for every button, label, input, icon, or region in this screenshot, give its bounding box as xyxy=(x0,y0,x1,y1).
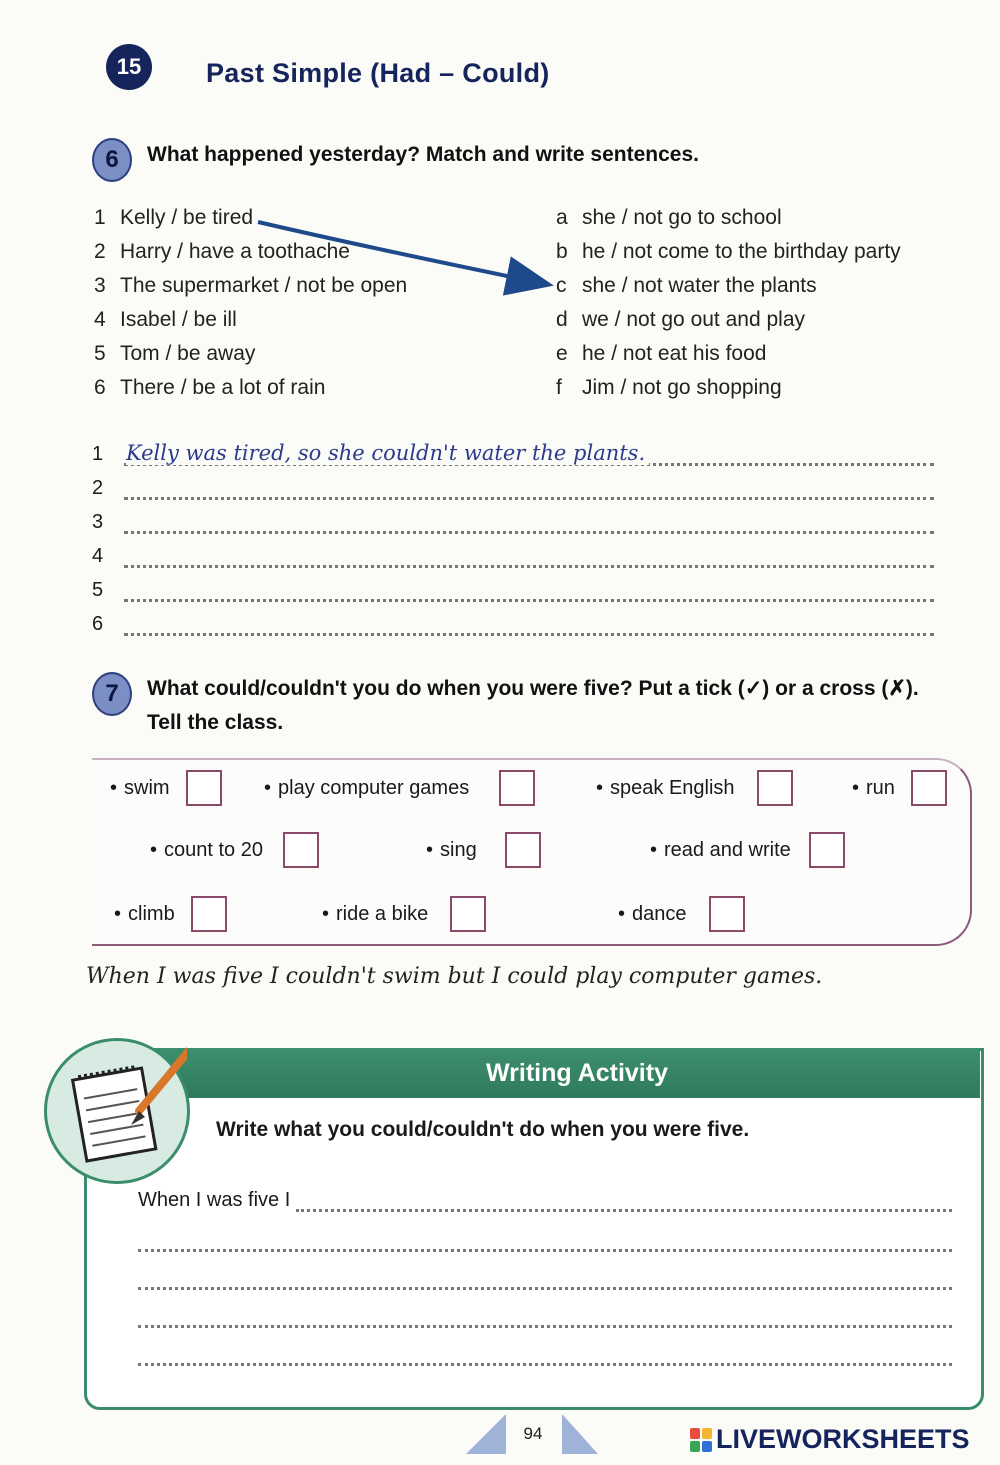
tick-box[interactable] xyxy=(505,832,541,868)
writing-line[interactable] xyxy=(138,1340,952,1366)
page-corner-left xyxy=(466,1414,506,1454)
answer-line[interactable]: 2 xyxy=(92,474,934,500)
tick-box[interactable] xyxy=(911,770,947,806)
activity-count-to-20: • count to 20 xyxy=(150,832,319,868)
match-left-item: 3 The supermarket / not be open xyxy=(94,274,408,297)
exercise-6-badge: 6 xyxy=(92,138,132,182)
match-left-item: 1 Kelly / be tired xyxy=(94,206,254,229)
exercise-7-title: What could/couldn't you do when you were five? Put a tick (✓) or a cross (✗). Tell the class. xyxy=(147,677,919,734)
match-left-item: 2 Harry / have a toothache xyxy=(94,240,350,263)
match-left-item: 5 Tom / be away xyxy=(94,342,256,365)
activity-read-and-write: • read and write xyxy=(650,832,845,868)
answer-line[interactable]: 4 xyxy=(92,542,934,568)
activity-climb: • climb xyxy=(114,896,227,932)
unit-title: Past Simple (Had – Could) xyxy=(206,58,550,88)
notepad-badge xyxy=(44,1038,190,1184)
tick-box[interactable] xyxy=(191,896,227,932)
match-left-item: 4 Isabel / be ill xyxy=(94,308,237,331)
tick-box[interactable] xyxy=(283,832,319,868)
match-right-item: c she / not water the plants xyxy=(556,274,817,297)
writing-line[interactable] xyxy=(138,1302,952,1328)
match-right-item: d we / not go out and play xyxy=(556,308,805,331)
activity-swim: • swim xyxy=(110,770,222,806)
answer-line[interactable]: 6 xyxy=(92,610,934,636)
match-right-item: b he / not come to the birthday party xyxy=(556,240,901,263)
activity-dance: • dance xyxy=(618,896,745,932)
writing-activity-heading: Writing Activity xyxy=(84,1048,980,1098)
writing-prompt: Write what you could/couldn't do when you were five. xyxy=(216,1118,750,1141)
example-sentence: When I was five I couldn't swim but I could play computer games. xyxy=(86,964,823,989)
match-right-item: e he / not eat his food xyxy=(556,342,767,365)
tick-box[interactable] xyxy=(499,770,535,806)
page-number: 94 xyxy=(523,1424,543,1443)
exercise-6-title: What happened yesterday? Match and write sentences. xyxy=(147,143,699,166)
writing-line[interactable] xyxy=(138,1226,952,1252)
exercise-7-badge: 7 xyxy=(92,672,132,716)
match-arrow xyxy=(250,208,560,298)
tick-box[interactable] xyxy=(757,770,793,806)
answer-line[interactable]: 5 xyxy=(92,576,934,602)
tick-box[interactable] xyxy=(450,896,486,932)
answer-line[interactable]: 3 xyxy=(92,508,934,534)
tick-box[interactable] xyxy=(186,770,222,806)
activity-ride-a-bike: • ride a bike xyxy=(322,896,486,932)
match-right-item: a she / not go to school xyxy=(556,206,782,229)
activity-play-computer-games: • play computer games xyxy=(264,770,535,806)
writing-starter: When I was five I xyxy=(138,1189,291,1211)
match-left-item: 6 There / be a lot of rain xyxy=(94,376,326,399)
activity-sing: • sing xyxy=(426,832,541,868)
tick-box[interactable] xyxy=(809,832,845,868)
match-right-column xyxy=(556,206,901,410)
brand-logo: LIVEWORKSHEETS xyxy=(690,1424,970,1455)
activity-speak-english: • speak English xyxy=(596,770,793,806)
answer-text: Kelly was tired, so she couldn't water the plants. xyxy=(126,441,649,465)
writing-line[interactable] xyxy=(138,1186,952,1212)
answer-line[interactable]: 1 Kelly was tired, so she couldn't water the plants. xyxy=(92,440,934,466)
notepad-pencil-icon xyxy=(47,1041,187,1181)
match-right-item: f Jim / not go shopping xyxy=(556,376,782,399)
page-corner-right xyxy=(562,1414,598,1454)
activity-run: • run xyxy=(852,770,947,806)
liveworksheets-icon xyxy=(690,1428,712,1452)
unit-number-badge: 15 xyxy=(106,44,152,90)
writing-line[interactable] xyxy=(138,1264,952,1290)
tick-box[interactable] xyxy=(709,896,745,932)
